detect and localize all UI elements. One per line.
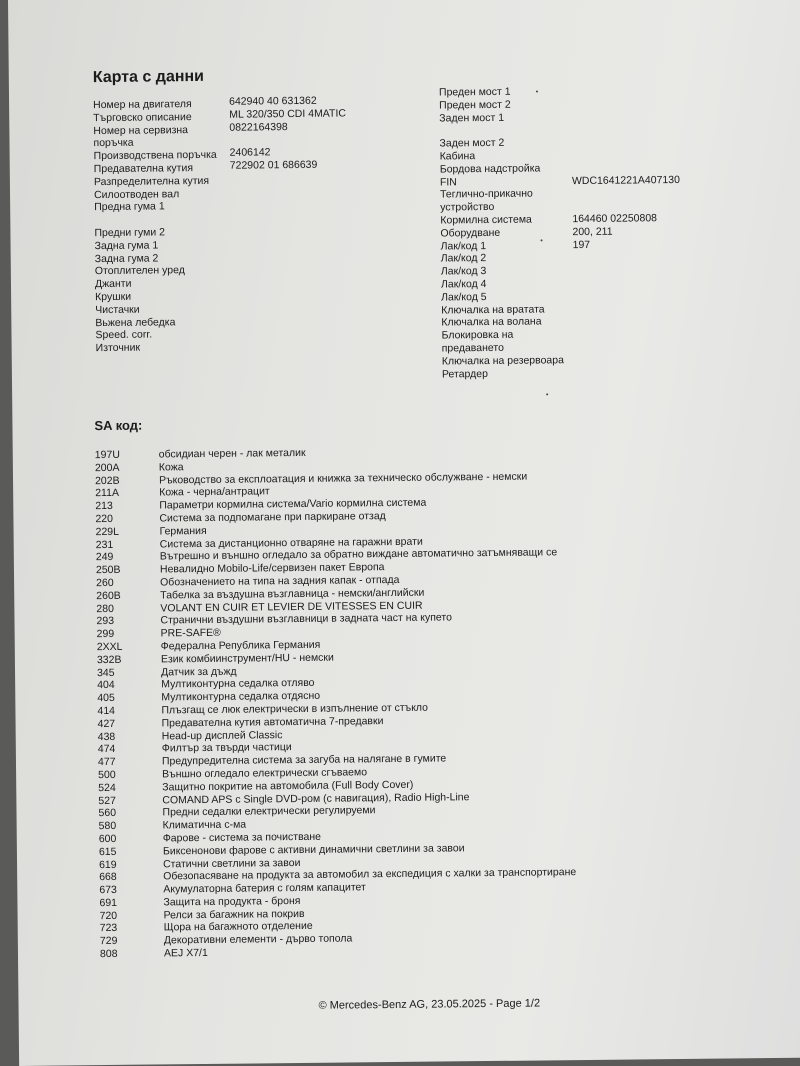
field-label: Блокировка на предаването (441, 328, 514, 355)
paper-speck (546, 393, 548, 395)
field-label: Джанти (94, 277, 132, 291)
sa-code: 213 (95, 500, 113, 513)
field-label: Ключалка на вратата (441, 302, 545, 317)
field-label: Задна гума 1 (94, 239, 159, 252)
sa-code-heading: SA код: (94, 417, 143, 434)
row-gap (571, 122, 679, 136)
field-label: Номер на сервизна поръчка (93, 123, 189, 150)
trade-description-value: ML 320/350 CDI 4MATIC (229, 107, 346, 121)
sa-code: 345 (96, 666, 115, 679)
sa-code: 474 (97, 743, 116, 756)
field-label: Оборудване (440, 226, 501, 240)
sa-description: Предни седалки електрически регулируеми (162, 804, 376, 819)
field-label: Заден мост 1 (439, 111, 505, 125)
sa-description: Предавателна кутия автоматична 7-предавки (161, 714, 384, 730)
sa-code: 729 (99, 935, 118, 948)
sa-code: 524 (98, 781, 116, 794)
sa-code: 200A (94, 461, 120, 474)
sa-description: PRE-SAFE® (160, 626, 221, 640)
sa-code: 691 (99, 896, 118, 909)
sa-code-list (95, 444, 577, 961)
field-label: Ключалка на волана (441, 315, 542, 329)
sa-description: Ръководство за експлоатация и книжка за техническо обслужване - немски (158, 470, 528, 487)
row-gap (571, 84, 679, 98)
sa-description: Защитно покритие на автомобила (Full Body Cover) (162, 778, 414, 794)
field-label: Ключалка на резервоара (441, 353, 564, 368)
field-label: Бордова надстройка (439, 162, 541, 176)
sa-code: 260B (96, 589, 121, 602)
sa-code: 720 (99, 909, 118, 922)
field-label: Търговско описание (93, 110, 192, 124)
field-label: Заден мост 2 (439, 136, 505, 150)
left-values-column (229, 94, 347, 172)
row-gap (571, 110, 679, 124)
sa-code: 220 (95, 512, 114, 526)
sa-code: 332B (96, 653, 122, 666)
fin-value: WDC1641221A407130 (571, 173, 680, 187)
field-label: Ретардер (441, 367, 488, 381)
sa-description: AEJ X7/1 (163, 947, 208, 960)
sa-description: Щора на багажното отделение (163, 920, 313, 934)
sa-code: 808 (99, 947, 118, 961)
field-label: Силоотводен вал (93, 187, 180, 201)
field-label: Преден мост 1 (438, 85, 511, 99)
field-label: Лак/код 4 (440, 277, 487, 291)
sa-description: Невалидно Mobilo-Life/сервизен пакет Европа (159, 561, 385, 576)
field-label: Предни гуми 2 (94, 226, 166, 240)
right-labels-column (439, 85, 574, 381)
paper-speck (536, 90, 538, 92)
left-labels-column (93, 98, 228, 355)
field-label: Източник (95, 341, 141, 355)
page-footer: © Mercedes-Benz AG, 23.05.2025 - Page 1/2 (318, 997, 541, 1012)
sa-description: Външно огледало електрически сгъваемо (162, 766, 368, 781)
sa-description: Германия (159, 524, 207, 538)
field-label: Производствена поръчка (93, 149, 217, 163)
sa-code: 2XXL (96, 640, 123, 654)
equipment-value: 200, 211 (572, 225, 613, 238)
paper-speck (541, 239, 543, 241)
sa-code: 600 (98, 832, 117, 846)
page-title: Карта с данни (92, 67, 205, 87)
field-label: Лак/код 3 (440, 265, 487, 278)
sa-description: Странични въздушни възглавници в задната част на купето (160, 611, 452, 627)
sa-description: Обезопасяване на продукта за автомобил за експедиция с халки за транспортиране (163, 866, 577, 883)
sa-description: Защита на продукта - броня (163, 894, 301, 909)
sa-description: Кожа (158, 460, 184, 474)
sa-code: 202B (94, 474, 120, 487)
sa-code: 197U (94, 448, 120, 462)
field-label: Крушки (95, 290, 132, 304)
row-gap (571, 97, 679, 111)
field-label: Номер на двигателя (93, 98, 192, 112)
steering-system-value: 164460 02250808 (572, 212, 658, 226)
sa-code: 231 (95, 538, 114, 551)
field-label: Разпределителна кутия (93, 174, 210, 188)
engine-number-value: 642940 40 631362 (229, 94, 317, 108)
row-gap (571, 135, 679, 149)
right-values-column (571, 84, 681, 251)
field-label: Лак/код 2 (440, 252, 487, 265)
sa-description: Кожа - черна/антрацит (159, 485, 270, 499)
sa-code: 260 (96, 576, 114, 590)
sa-description: Head-up дисплей Classic (161, 728, 283, 742)
field-label: Кабина (439, 150, 476, 163)
sa-code: 615 (98, 845, 117, 858)
sa-description: Фарове - система за почистване (162, 830, 322, 845)
sa-description: Филтър за твърди частици (161, 741, 292, 755)
sa-code: 723 (99, 922, 118, 935)
field-label: Кормилна система (440, 213, 532, 227)
sa-code: 560 (98, 807, 117, 820)
sa-description: Декоративни елементи - дърво топола (163, 932, 353, 947)
sa-description: Климатична с-ма (162, 818, 247, 832)
sa-description: Мултиконтурна седалка отдясно (161, 689, 321, 704)
field-label: FIN (439, 175, 457, 189)
sa-code: 500 (98, 768, 116, 782)
sa-description: Мултиконтурна седалка отляво (161, 677, 315, 691)
field-label: Теглично-прикачно устройство (440, 187, 533, 214)
paper-sheet (8, 0, 800, 1066)
sa-code: 404 (97, 679, 115, 692)
row-gap (572, 148, 680, 162)
sa-description: Система за подпомагане при паркиране отзад (159, 510, 386, 525)
sa-description: Акумулаторна батерия с голям капацитет (163, 881, 366, 896)
production-order-value: 2406142 (229, 146, 271, 159)
sa-code: 427 (97, 717, 116, 730)
sa-code: 527 (98, 794, 116, 807)
field-label: Лак/код 5 (441, 290, 487, 304)
sa-code: 477 (97, 756, 116, 769)
sa-description: Параметри кормилна система/Vario кормилна система (159, 496, 427, 512)
sa-code: 438 (97, 730, 116, 743)
sa-code: 249 (95, 551, 114, 564)
sa-description: Език комбиинструмент/HU - немски (160, 651, 334, 666)
sa-description: VOLANT EN CUIR ET LEVIER DE VITESSES EN CUIR (160, 599, 423, 614)
sa-description: Биксенонови фарове с активни динамични светлини за завои (162, 841, 465, 858)
sa-description: Статични светлини за завои (162, 856, 301, 870)
sa-code: 299 (96, 628, 115, 641)
sa-code: 414 (97, 704, 116, 718)
sa-description: Федерална Република Германия (160, 638, 321, 653)
gearbox-value: 722902 01 686639 (229, 158, 318, 172)
sa-code: 405 (97, 692, 115, 705)
sa-description: Вътрешно и външно огледало за обратно виждане автоматично затъмняващи се (159, 546, 558, 563)
sa-description: обсидиан черен - лак металик (158, 446, 306, 461)
sa-description: Датчик за дъжд (160, 665, 237, 678)
sa-code: 580 (98, 820, 117, 833)
field-label: Задна гума 2 (94, 252, 159, 265)
sa-description: Релси за багажник на покрив (163, 907, 305, 922)
sa-description: COMAND APS с Single DVD-ром (с навигация), Radio High-Line (162, 790, 470, 806)
field-label: Speed. corr. (95, 328, 153, 342)
sa-code: 280 (96, 602, 114, 615)
row-gap (229, 133, 346, 147)
field-label: Чистачки (95, 303, 140, 316)
sa-code: 673 (99, 884, 117, 897)
paint-code-1-value: 197 (572, 238, 591, 251)
sa-code: 229L (95, 525, 119, 538)
field-label: Предавателна кутия (93, 162, 194, 176)
row-gap (572, 186, 680, 213)
field-label: Вьжена лебедка (95, 315, 176, 329)
field-label: Преден мост 2 (439, 98, 511, 112)
sa-code: 250B (95, 564, 121, 577)
sa-code: 211A (95, 487, 119, 500)
sa-description: Обозначението на типа на задния капак - отпада (160, 573, 400, 589)
row-gap (572, 161, 680, 175)
sa-description: Плъзгащ се люк електрически в изпълнение от стъкло (161, 701, 429, 717)
field-label: Предна гума 1 (94, 200, 165, 214)
sa-description: Система за дистанционно отваряне на гаражни врати (159, 535, 423, 551)
field-label: Отоплителен уред (94, 264, 185, 278)
sa-code: 668 (99, 871, 117, 884)
sa-code: 619 (98, 858, 117, 871)
sa-description: Предупредителна система за загуба на налягане в гумите (161, 752, 447, 768)
sa-description: Табелка за въздушна възглавница - немски/английски (160, 586, 425, 602)
field-label: Лак/код 1 (440, 239, 487, 253)
sa-code: 293 (96, 615, 115, 628)
service-order-value: 0822164398 (229, 120, 288, 134)
